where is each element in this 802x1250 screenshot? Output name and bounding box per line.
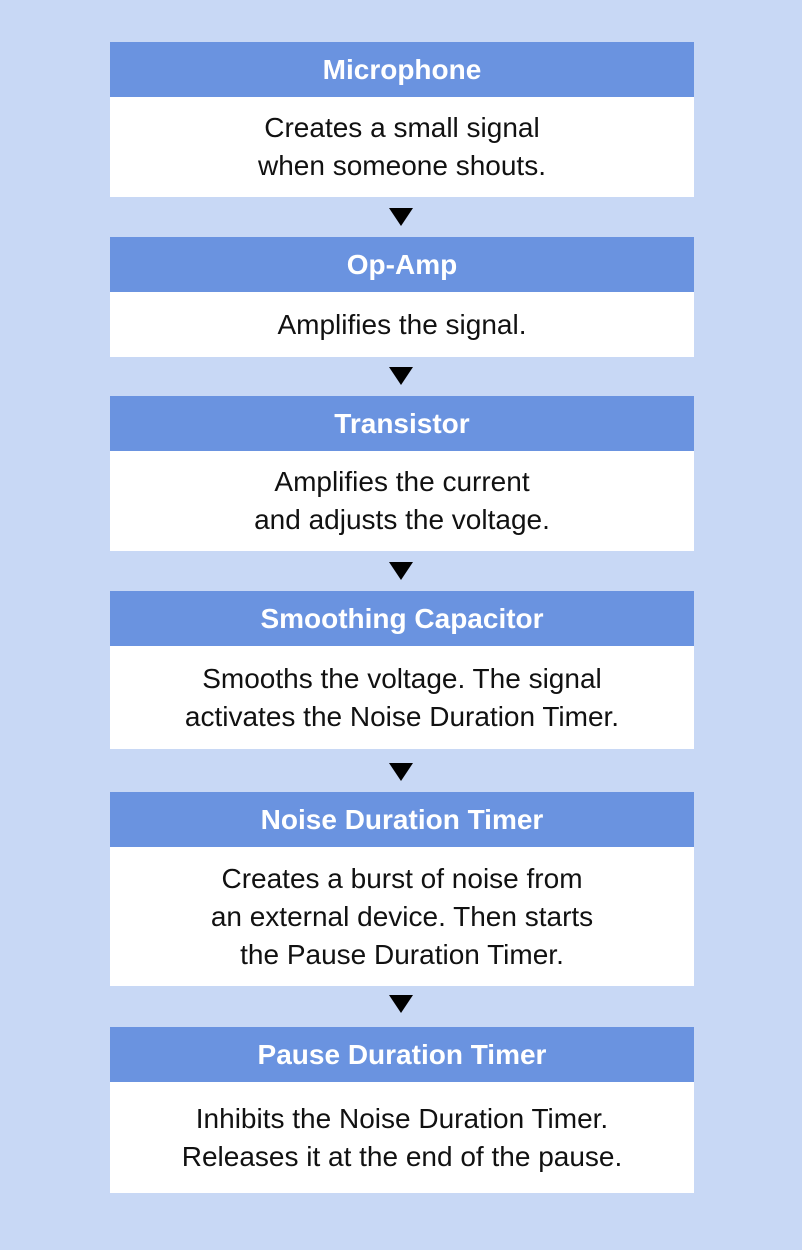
description-line: when someone shouts. [258,150,546,181]
step-title: Smoothing Capacitor [110,591,694,646]
down-arrow-icon [389,208,413,226]
step-transistor [110,396,694,551]
down-arrow-icon [389,995,413,1013]
description-line: Smooths the voltage. The signal [202,662,602,694]
description-line: the Pause Duration Timer. [240,938,564,970]
down-arrow-icon [389,367,413,385]
step-description [110,451,694,551]
step-description [110,292,694,357]
description-line: Amplifies the signal. [277,308,527,340]
step-title: Microphone [110,42,694,97]
description-line: Inhibits the Noise Duration Timer. [195,1102,609,1134]
step-title: Noise Duration Timer [110,792,694,847]
description-line: Creates a burst of noise from [221,862,583,894]
step-description [110,97,694,197]
step-op-amp [110,237,694,357]
step-description [110,646,694,749]
step-title: Transistor [110,396,694,451]
step-description [110,847,694,986]
description-line: an external device. Then starts [210,900,594,932]
step-microphone [110,42,694,197]
step-pause-duration-timer [110,1027,694,1193]
down-arrow-icon [389,562,413,580]
step-description [110,1082,694,1193]
step-title: Op-Amp [110,237,694,292]
description-line: activates the Noise Duration Timer. [184,700,620,732]
step-smoothing-capacitor [110,591,694,749]
step-noise-duration-timer [110,792,694,986]
step-title: Pause Duration Timer [110,1027,694,1082]
description-line: Releases it at the end of the pause. [181,1140,623,1172]
description-line: and adjusts the voltage. [254,504,550,535]
description-line: Creates a small signal [264,112,540,143]
description-line: Amplifies the current [274,466,530,497]
down-arrow-icon [389,763,413,781]
